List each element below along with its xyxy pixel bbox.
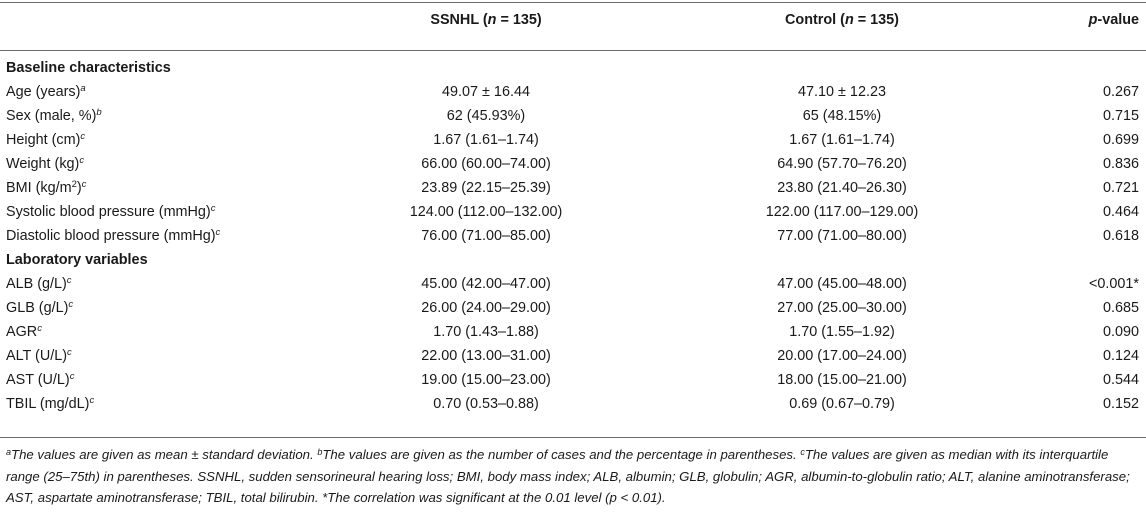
cell-ssnhl: 66.00 (60.00–74.00) (421, 156, 551, 172)
cell-control: 122.00 (117.00–129.00) (765, 204, 919, 220)
cell-ssnhl: 23.89 (22.15–25.39) (421, 180, 551, 196)
cell-p-value: 0.685 (1102, 300, 1139, 316)
row-label: Diastolic blood pressure (mmHg)$^c$ (6, 227, 221, 244)
row-label: Age (years)$^a$ (6, 83, 86, 100)
section-title-baseline: Baseline characteristics (6, 60, 171, 76)
cell-control: 20.00 (17.00–24.00) (777, 348, 907, 364)
cell-p-value: 0.699 (1102, 132, 1139, 148)
table-row (0, 320, 1146, 344)
table-row (0, 80, 1146, 104)
cell-control: 1.67 (1.61–1.74) (789, 132, 895, 148)
cell-p-value: <0.001* (1088, 276, 1139, 292)
row-label: Sex (male, %)$^b$ (6, 107, 102, 124)
row-label: AGR$^c$ (6, 323, 42, 340)
cell-p-value: 0.464 (1102, 204, 1139, 220)
cell-control: 47.00 (45.00–48.00) (777, 276, 907, 292)
table-header-row (0, 8, 1146, 32)
cell-p-value: 0.836 (1102, 156, 1139, 172)
cell-control: 23.80 (21.40–26.30) (777, 180, 907, 196)
row-label: Height (cm)$^c$ (6, 131, 86, 148)
cell-control: 64.90 (57.70–76.20) (777, 156, 907, 172)
cell-ssnhl: 45.00 (42.00–47.00) (421, 276, 551, 292)
table-row (0, 200, 1146, 224)
table-footnote: $^a$The values are given as mean ± standard deviation. $^b$The values are given as the number of cases and the percentage in parentheses. $^c$The values are given as median with its interquartile range (25–75th) in parentheses. SSNHL, sudden sensorineural hearing loss; BMI, body mass index; ALB, albumin; GLB, globulin; AGR, albumin-to-globulin ratio; ALT, alanine aminotransferase; AST, aspartate aminotransferase; TBIL, total bilirubin. *The correlation was significant at the 0.01 level (p < 0.01). (6, 447, 1130, 505)
cell-ssnhl: 76.00 (71.00–85.00) (421, 228, 551, 244)
row-label: ALT $(U/L)^c$ (6, 347, 72, 364)
table-row (0, 176, 1146, 200)
table-header-rule (0, 50, 1146, 51)
row-label: ALB $(g/L)^c$ (6, 275, 72, 292)
cell-control: 18.00 (15.00–21.00) (777, 372, 907, 388)
cell-ssnhl: 1.70 (1.43–1.88) (433, 324, 539, 340)
table-row (0, 272, 1146, 296)
cell-ssnhl: 124.00 (112.00–132.00) (409, 204, 563, 220)
cell-ssnhl: 49.07 ± 16.44 (442, 84, 530, 100)
row-label: Systolic blood pressure (mmHg)$^c$ (6, 203, 216, 220)
cell-p-value: 0.267 (1102, 84, 1139, 100)
cell-ssnhl: 26.00 (24.00–29.00) (421, 300, 551, 316)
cell-p-value: 0.124 (1102, 348, 1139, 364)
cell-control: 77.00 (71.00–80.00) (777, 228, 907, 244)
header-ssnhl: SSNHL (n = 135) (430, 12, 542, 28)
cell-ssnhl: 62 (45.93%) (446, 108, 526, 124)
cell-ssnhl: 19.00 (15.00–23.00) (421, 372, 551, 388)
table-row (0, 368, 1146, 392)
table-row (0, 128, 1146, 152)
cell-control: 0.69 (0.67–0.79) (789, 396, 895, 412)
row-label: TBIL $(mg/dL)^c$ (6, 395, 95, 412)
table-top-rule (0, 2, 1146, 3)
cell-ssnhl: 22.00 (13.00–31.00) (421, 348, 551, 364)
cell-p-value: 0.715 (1102, 108, 1139, 124)
row-label: GLB $(g/L)^c$ (6, 299, 74, 316)
cell-control: 65 (48.15%) (802, 108, 882, 124)
table-bottom-rule (0, 437, 1146, 438)
table-row (0, 152, 1146, 176)
cell-p-value: 0.152 (1102, 396, 1139, 412)
cell-p-value: 0.544 (1102, 372, 1139, 388)
table-row (0, 296, 1146, 320)
cell-control: 27.00 (25.00–30.00) (777, 300, 907, 316)
section-title-laboratory: Laboratory variables (6, 252, 148, 268)
table-row (0, 392, 1146, 416)
table-row (0, 224, 1146, 248)
row-label: AST $(U/L)^c$ (6, 371, 75, 388)
header-p-value: p-value (1088, 12, 1139, 28)
cell-ssnhl: 1.67 (1.61–1.74) (433, 132, 539, 148)
row-label: Weight (kg)$^c$ (6, 155, 85, 172)
cell-control: 1.70 (1.55–1.92) (789, 324, 895, 340)
table-row (0, 344, 1146, 368)
cell-p-value: 0.618 (1102, 228, 1139, 244)
header-control: Control (n = 135) (785, 12, 899, 28)
cell-p-value: 0.090 (1102, 324, 1139, 340)
row-label: BMI $(kg/m^2)^c$ (6, 179, 87, 196)
cell-control: 47.10 ± 12.23 (798, 84, 886, 100)
table-row (0, 104, 1146, 128)
cell-p-value: 0.721 (1102, 180, 1139, 196)
cell-ssnhl: 0.70 (0.53–0.88) (433, 396, 539, 412)
